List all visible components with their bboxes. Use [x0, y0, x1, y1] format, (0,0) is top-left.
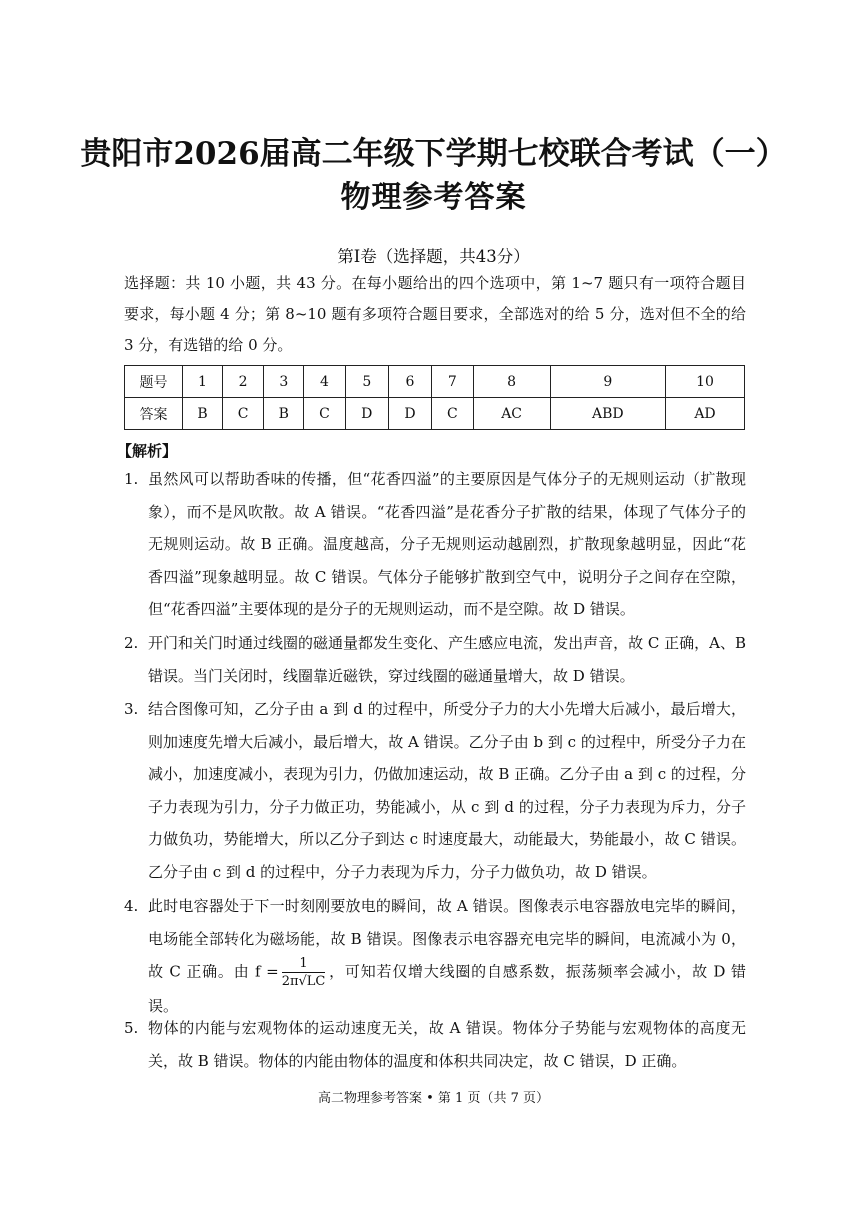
question-number: 4 — [304, 366, 345, 398]
question-number: 1 — [183, 366, 223, 398]
item-text-before-formula: 此时电容器处于下一时刻刚要放电的瞬间，故 A 错误。图像表示电容器放电完毕的瞬间，电场能全部转化为磁场能，故 B 错误。图像表示电容器充电完毕的瞬间，电流减小为 0，故 C 正确。由 f = — [148, 897, 746, 981]
item-text: 开门和关门时通过线圈的磁通量都发生变化、产生感应电流，发出声音，故 C 正确，A、B 错误。当门关闭时，线圈靠近磁铁，穿过线圈的磁通量增大，故 D 错误。 — [148, 634, 746, 685]
item-text-after-formula: ，可知若仅增大线圈的自感系数，振荡频率会减小，故 D 错误。 — [148, 962, 746, 1016]
question-number: 5 — [345, 366, 388, 398]
answer-cell: C — [432, 398, 473, 430]
answer-cell: C — [304, 398, 345, 430]
frequency-formula — [282, 955, 326, 990]
analysis-item-4 — [124, 890, 746, 1023]
question-number: 6 — [388, 366, 431, 398]
analysis-item-5 — [124, 1012, 746, 1077]
document-title: 贵阳市2026届高二年级下学期七校联合考试（一） — [80, 136, 787, 172]
answer-cell: C — [222, 398, 263, 430]
document-subtitle: 物理参考答案 — [340, 180, 527, 215]
answer-cell: B — [264, 398, 304, 430]
item-number: 3. — [124, 700, 139, 718]
item-text: 物体的内能与宏观物体的运动速度无关，故 A 错误。物体分子势能与宏观物体的高度无关，故 B 错误。物体的内能由物体的温度和体积共同决定，故 C 错误，D 正确。 — [148, 1019, 746, 1070]
item-number: 2. — [124, 634, 139, 652]
instructions-text: 选择题：共 10 小题，共 43 分。在每小题给出的四个选项中，第 1~7 题只有一项符合题目要求，每小题 4 分；第 8~10 题有多项符合题目要求，全部选对的给 5 分，选对但不全的给 3 分，有选错的给 0 分。 — [124, 274, 746, 354]
item-number: 4. — [124, 897, 139, 915]
row-label-answers: 答案 — [125, 398, 183, 430]
formula-denominator: 2π√LC — [281, 974, 326, 990]
table-row-numbers — [125, 366, 745, 398]
answer-table — [124, 365, 745, 430]
answer-cell: AD — [665, 398, 744, 430]
question-number: 10 — [665, 366, 744, 398]
question-number: 2 — [222, 366, 263, 398]
analysis-item-2 — [124, 627, 746, 692]
formula-numerator: 1 — [282, 955, 326, 973]
answer-cell: D — [388, 398, 431, 430]
answer-cell: ABD — [550, 398, 665, 430]
answer-cell: D — [345, 398, 388, 430]
analysis-item-3 — [124, 693, 746, 889]
page-footer: 高二物理参考答案 • 第 1 页（共 7 页） — [317, 1091, 549, 1106]
question-number: 3 — [264, 366, 304, 398]
item-number: 1. — [124, 470, 139, 488]
item-number: 5. — [124, 1019, 139, 1037]
analysis-item-1 — [124, 463, 746, 626]
row-label-numbers: 题号 — [125, 366, 183, 398]
table-row-answers — [125, 398, 745, 430]
answer-cell: AC — [473, 398, 550, 430]
item-text: 虽然风可以帮助香味的传播，但“花香四溢”的主要原因是气体分子的无规则运动（扩散现象），而不是风吹散。故 A 错误。“花香四溢”是花香分子扩散的结果，体现了气体分子的无规则运动。故 B 正确。温度越高，分子无规则运动越剧烈，扩散现象越明显，因此“花香四溢”现象越明显。故 C 错误。气体分子能够扩散到空气中，说明分子之间存在空隙，但“花香四溢”主要体现的是分子的无规则运动，而不是空隙。故 D 错误。 — [148, 470, 746, 619]
item-text — [148, 890, 746, 1023]
section-heading: 第Ⅰ卷（选择题，共43分） — [337, 247, 530, 266]
question-number: 7 — [432, 366, 473, 398]
analysis-heading: 【解析】 — [117, 442, 178, 460]
question-number: 8 — [473, 366, 550, 398]
item-text: 结合图像可知，乙分子由 a 到 d 的过程中，所受分子力的大小先增大后减小，最后增大，则加速度先增大后减小，最后增大，故 A 错误。乙分子由 b 到 c 的过程中，所受分子力在减小，加速度减小，表现为引力，仍做加速运动，故 B 正确。乙分子由 a 到 c 的过程，分子力表现为引力，分子力做正功，势能减小，从 c 到 d 的过程，分子力表现为斥力，分子力做负功，势能增大，所以乙分子到达 c 时速度最大，动能最大，势能最小，故 C 错误。乙分子由 c 到 d 的过程中，分子力表现为斥力，分子力做负功，故 D 错误。 — [148, 700, 746, 881]
answer-cell: B — [183, 398, 223, 430]
question-number: 9 — [550, 366, 665, 398]
